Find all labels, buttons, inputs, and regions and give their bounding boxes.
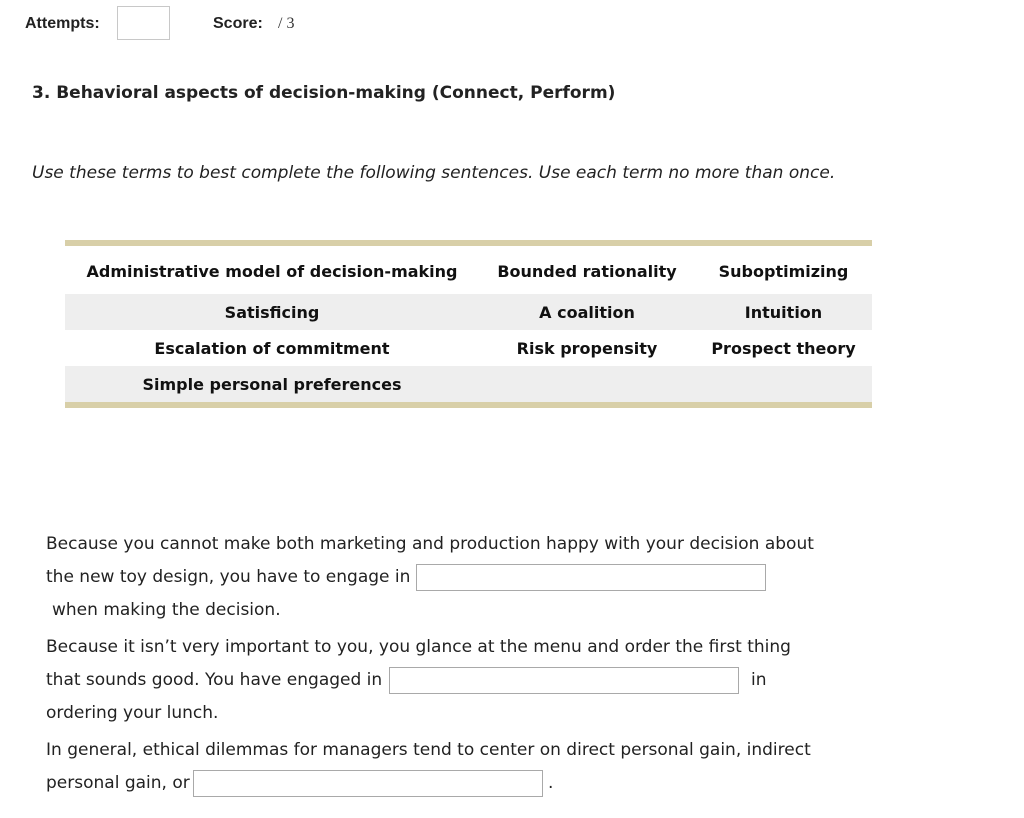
term: Escalation of commitment [154,338,390,358]
sentence-2-after-blank: in [751,670,767,690]
term: Risk propensity [516,338,658,358]
question-title: 3. Behavioral aspects of decision-making (Connect, Perform) [32,83,616,103]
term: Administrative model of decision-making [86,262,458,281]
term: Simple personal preferences [65,366,479,402]
answer-blank-3[interactable] [193,770,543,797]
sentence-2-line-1: Because it isn’t very important to you, you glance at the menu and order the first thing [46,637,791,657]
sentence-2-line-3: ordering your lunch. [46,703,219,723]
sentence-1-line-3: when making the decision. [52,600,281,620]
score-value: / 3 [278,15,295,32]
term [479,366,695,402]
term: Bounded rationality [497,262,677,281]
term: A coalition [479,294,695,330]
attempts-label: Attempts: [25,15,100,32]
term: Suboptimizing [718,262,849,281]
answer-blank-2[interactable] [389,667,739,694]
attempts-box [117,6,170,40]
answer-blank-1[interactable] [416,564,766,591]
sentence-2-line-2: that sounds good. You have engaged in [46,670,383,690]
sentence-1-line-1: Because you cannot make both marketing and production happy with your decision about [46,534,814,554]
sentence-3-line-2: personal gain, or [46,773,190,793]
terms-bank [65,240,872,408]
sentence-3-after-blank: . [548,773,554,793]
sentence-1-line-2: the new toy design, you have to engage in [46,567,411,587]
term: Prospect theory [711,338,856,358]
score-label: Score: [213,15,263,32]
term [695,366,872,402]
term: Intuition [695,294,872,330]
term: Satisficing [65,294,479,330]
instructions: Use these terms to best complete the following sentences. Use each term no more than once. [32,163,836,183]
sentence-3-line-1: In general, ethical dilemmas for managers tend to center on direct personal gain, indirect [46,740,811,760]
